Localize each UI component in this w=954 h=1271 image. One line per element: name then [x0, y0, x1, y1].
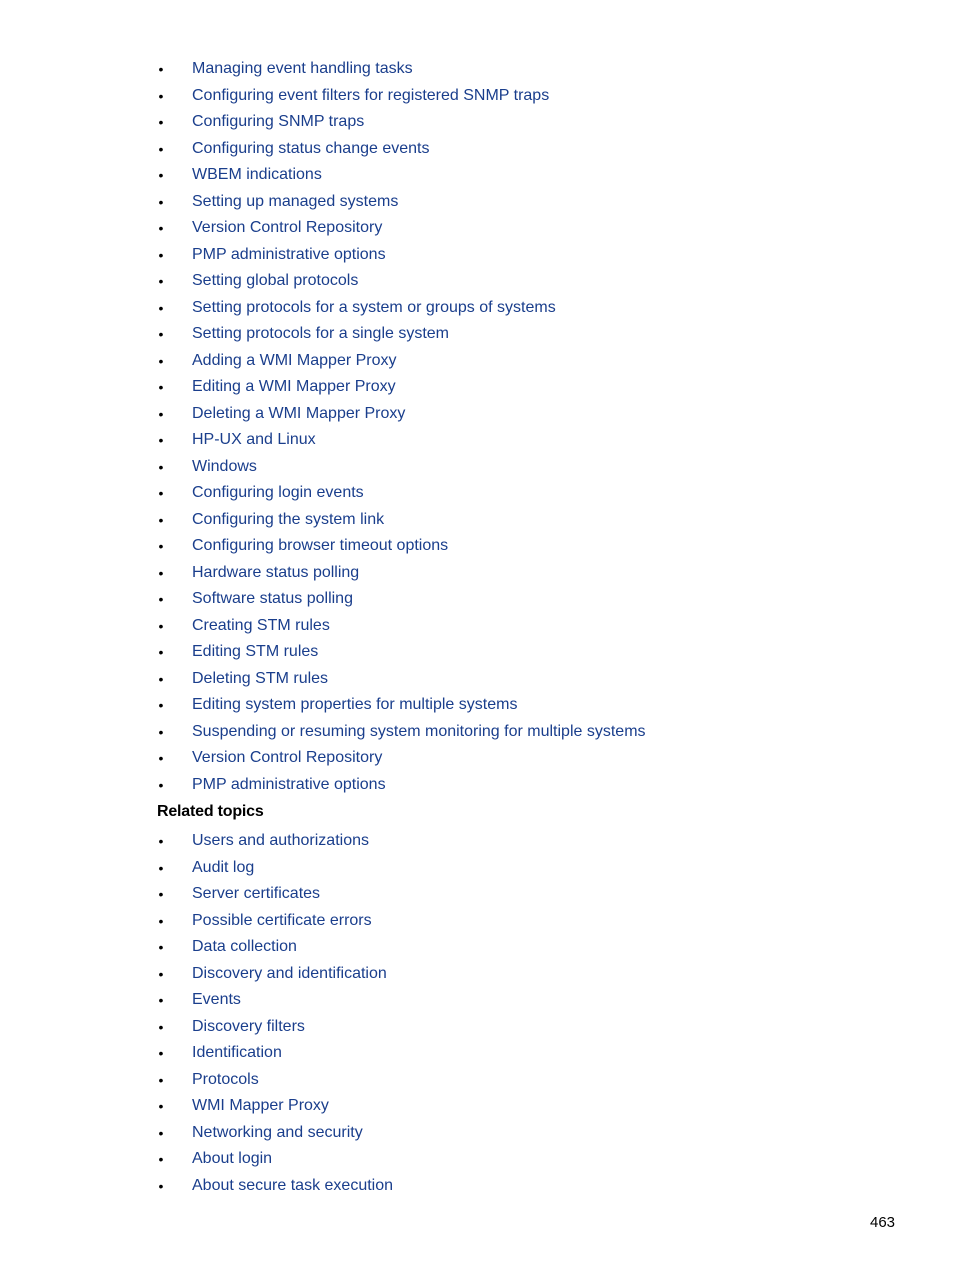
bullet-icon: •	[158, 992, 164, 1008]
bullet-icon: •	[158, 564, 164, 581]
bullet-icon: •	[158, 1098, 164, 1114]
bullet-icon: •	[158, 965, 164, 982]
topic-link[interactable]: Hardware status polling	[192, 563, 360, 581]
topic-link[interactable]: HP-UX and Linux	[192, 431, 316, 448]
topic-link[interactable]: Software status polling	[192, 590, 353, 607]
bullet-icon: •	[158, 273, 164, 289]
related-topic-link[interactable]: About login	[192, 1150, 273, 1167]
related-topic-link[interactable]: Possible certificate errors	[192, 911, 372, 929]
related-topic-link[interactable]: Networking and security	[192, 1123, 363, 1141]
topic-link[interactable]: Configuring event filters for registered SNMP traps	[192, 86, 550, 104]
bullet-icon: •	[158, 697, 164, 713]
bullet-icon: •	[158, 833, 164, 849]
bullet-icon: •	[158, 939, 164, 955]
topic-link[interactable]: Setting protocols for a system or groups of systems	[192, 298, 556, 316]
bullet-icon: •	[158, 458, 164, 475]
bullet-icon: •	[158, 670, 164, 687]
bullet-icon: •	[158, 1045, 164, 1061]
topic-link[interactable]: Version Control Repository	[192, 219, 383, 236]
related-topics-heading: Related topics	[157, 803, 264, 820]
bullet-icon: •	[158, 485, 164, 501]
related-topic-link[interactable]: About secure task execution	[192, 1176, 394, 1194]
bullet-icon: •	[158, 1018, 164, 1035]
topic-link[interactable]: Configuring SNMP traps	[192, 113, 365, 130]
related-topic-link[interactable]: Data collection	[192, 938, 297, 955]
bullet-icon: •	[158, 140, 164, 157]
page-number: 463	[870, 1214, 896, 1231]
topic-link[interactable]: Editing system properties for multiple systems	[192, 696, 518, 713]
topic-link[interactable]: Managing event handling tasks	[192, 60, 413, 77]
bullet-icon: •	[158, 1124, 164, 1141]
topic-link[interactable]: Setting global protocols	[192, 272, 359, 289]
bullet-icon: •	[158, 193, 164, 210]
bullet-icon: •	[158, 859, 164, 876]
bullet-icon: •	[158, 87, 164, 104]
bullet-icon: •	[158, 644, 164, 660]
topic-link[interactable]: Deleting a WMI Mapper Proxy	[192, 404, 406, 422]
bullet-icon: •	[158, 220, 164, 236]
related-topic-link[interactable]: Identification	[192, 1044, 282, 1061]
bullet-icon: •	[158, 432, 164, 448]
topic-link[interactable]: Setting up managed systems	[192, 192, 399, 210]
topic-link[interactable]: Version Control Repository	[192, 749, 383, 766]
related-topic-link[interactable]: Server certificates	[192, 885, 321, 902]
bullet-icon: •	[158, 1071, 164, 1088]
topic-link[interactable]: Creating STM rules	[192, 616, 330, 634]
related-topic-link[interactable]: Users and authorizations	[192, 832, 369, 849]
topic-link[interactable]: Suspending or resuming system monitoring for multiple systems	[192, 722, 646, 740]
bullet-icon: •	[158, 912, 164, 929]
topic-link[interactable]: Adding a WMI Mapper Proxy	[192, 351, 397, 369]
bullet-icon: •	[158, 379, 164, 395]
topic-link[interactable]: Setting protocols for a single system	[192, 325, 450, 342]
bullet-icon: •	[158, 591, 164, 607]
topic-link[interactable]: Configuring browser timeout options	[192, 537, 449, 554]
related-topic-link[interactable]: WMI Mapper Proxy	[192, 1097, 329, 1114]
topic-link[interactable]: PMP administrative options	[192, 245, 386, 263]
topic-link[interactable]: Configuring the system link	[192, 510, 385, 528]
bullet-icon: •	[158, 538, 164, 554]
topic-link[interactable]: WBEM indications	[192, 166, 322, 183]
bullet-icon: •	[158, 723, 164, 740]
topic-link[interactable]: PMP administrative options	[192, 775, 386, 793]
bullet-icon: •	[158, 299, 164, 316]
related-topic-link[interactable]: Events	[192, 991, 241, 1008]
bullet-icon: •	[158, 114, 164, 130]
bullet-icon: •	[158, 776, 164, 793]
bullet-icon: •	[158, 352, 164, 369]
related-topic-link[interactable]: Discovery and identification	[192, 964, 387, 982]
bullet-icon: •	[158, 886, 164, 902]
bullet-icon: •	[158, 511, 164, 528]
topic-link[interactable]: Editing a WMI Mapper Proxy	[192, 378, 396, 395]
related-topic-link[interactable]: Audit log	[192, 858, 255, 876]
bullet-icon: •	[158, 750, 164, 766]
bullet-icon: •	[158, 326, 164, 342]
bullet-icon: •	[158, 405, 164, 422]
bullet-icon: •	[158, 167, 164, 183]
topic-link[interactable]: Configuring status change events	[192, 139, 430, 157]
related-topic-link[interactable]: Discovery filters	[192, 1017, 305, 1035]
topic-link[interactable]: Configuring login events	[192, 484, 364, 501]
bullet-icon: •	[158, 1177, 164, 1194]
bullet-icon: •	[158, 61, 164, 77]
bullet-icon: •	[158, 246, 164, 263]
topic-link[interactable]: Editing STM rules	[192, 643, 319, 660]
bullet-icon: •	[158, 1151, 164, 1167]
topic-link[interactable]: Windows	[192, 457, 257, 475]
topic-link[interactable]: Deleting STM rules	[192, 669, 329, 687]
related-topic-link[interactable]: Protocols	[192, 1070, 259, 1088]
bullet-icon: •	[158, 617, 164, 634]
